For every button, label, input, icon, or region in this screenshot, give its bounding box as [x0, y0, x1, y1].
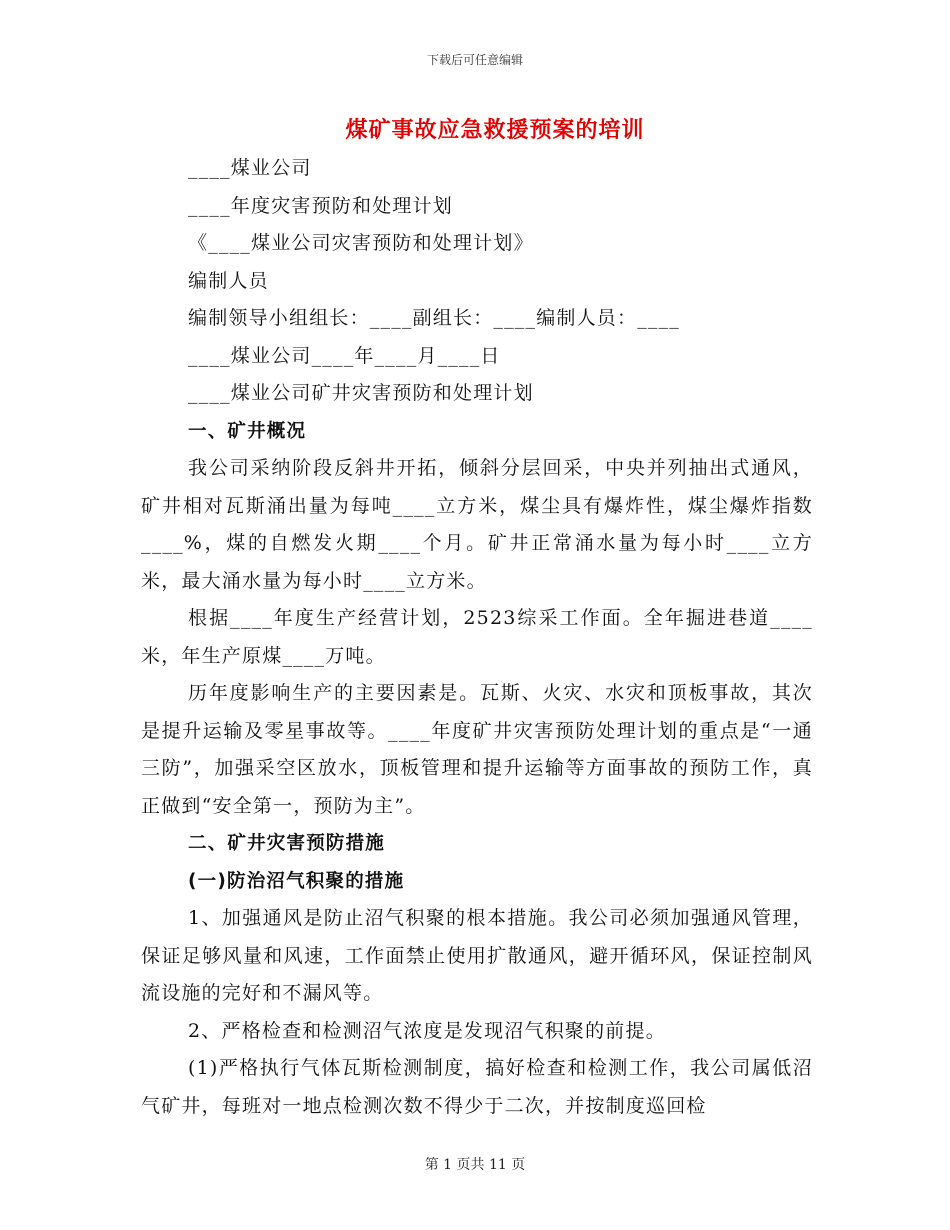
- section-2-heading: 二、矿井灾害预防措施: [188, 833, 386, 854]
- page-footer-number: 第 1 页共 11 页: [424, 1157, 526, 1173]
- section-1-paragraph: 根据____年度生产经营计划，2523综采工作面。全年掘进巷道____米，年生产原煤____万吨。: [141, 607, 813, 667]
- document-title: 煤矿事故应急救援预案的培训: [345, 117, 645, 143]
- section-2-paragraph: 1、加强通风是防止沼气积聚的根本措施。我公司必须加强通风管理，保证足够风量和风速，工作面禁止使用扩散通风，避开循环风，保证控制风流设施的完好和不漏风等。: [141, 907, 813, 1004]
- intro-mine-plan-line: ____煤业公司矿井灾害预防和处理计划: [188, 382, 534, 404]
- section-1-paragraph: 我公司采纳阶段反斜井开拓，倾斜分层回采，中央并列抽出式通风，矿井相对瓦斯涌出量为每吨____立方米，煤尘具有爆炸性，煤尘爆炸指数____%，煤的自燃发火期____个月。矿井正常涌水量为每小时____立方米，最大涌水量为每小时____立方米。: [141, 457, 813, 592]
- page-header-note: 下载后可任意编辑: [426, 53, 523, 67]
- intro-date-line: ____煤业公司____年____月____日: [188, 344, 501, 367]
- intro-compilers-label: 编制人员: [188, 269, 269, 292]
- intro-leadership-line: 编制领导小组组长：____副组长：____编制人员：____: [188, 307, 681, 329]
- section-1-paragraph: 历年度影响生产的主要因素是。瓦斯、火灾、水灾和顶板事故，其次是提升运输及零星事故等。____年度矿井灾害预防处理计划的重点是“一通三防”，加强采空区放水，顶板管理和提升运输等方面事故的预防工作，真正做到“安全第一，预防为主”。: [141, 682, 813, 817]
- section-2-subheading: (一)防治沼气积聚的措施: [188, 870, 405, 892]
- section-1-heading: 一、矿井概况: [188, 420, 307, 442]
- intro-book-title-line: 《____煤业公司灾害预防和处理计划》: [188, 232, 534, 254]
- section-2-paragraph: 2、严格检查和检测沼气浓度是发现沼气积聚的前提。: [188, 1019, 666, 1042]
- document-body: [141, 150, 813, 1125]
- intro-plan-line: ____年度灾害预防和处理计划: [188, 194, 454, 217]
- section-2-paragraph: (1)严格执行气体瓦斯检测制度，搞好检查和检测工作，我公司属低沼气矿井，每班对一地点检测次数不得少于二次，并按制度巡回检: [141, 1057, 813, 1117]
- intro-company-line: ____煤业公司: [188, 157, 312, 179]
